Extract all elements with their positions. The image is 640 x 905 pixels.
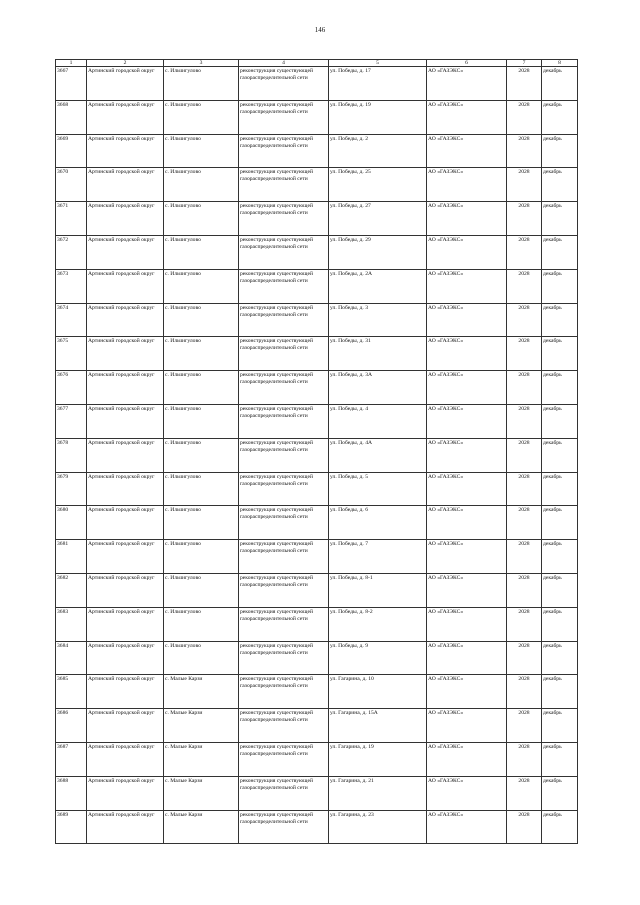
page-number: 146 bbox=[314, 26, 326, 34]
row-number-cell: 3686 bbox=[56, 709, 87, 743]
month-cell: декабрь bbox=[542, 168, 578, 202]
year-cell: 2028 bbox=[507, 506, 542, 540]
municipality-cell: Артинский городской округ bbox=[87, 134, 164, 168]
settlement-cell: с. Ильчигулово bbox=[164, 100, 239, 134]
settlement-cell: с. Ильчигулово bbox=[164, 607, 239, 641]
address-cell: ул. Победы, д. 17 bbox=[329, 67, 427, 101]
municipality-cell: Артинский городской округ bbox=[87, 235, 164, 269]
row-number-cell: 3678 bbox=[56, 438, 87, 472]
settlement-cell: с. Ильчигулово bbox=[164, 67, 239, 101]
organization-cell: АО «ГАЗЭКС» bbox=[427, 235, 507, 269]
row-number-cell: 3689 bbox=[56, 810, 87, 844]
work-type-cell: реконструкция существующей газораспределительной сети bbox=[239, 100, 329, 134]
month-cell: декабрь bbox=[542, 269, 578, 303]
row-number-cell: 3681 bbox=[56, 540, 87, 574]
municipality-cell: Артинский городской округ bbox=[87, 303, 164, 337]
table-row bbox=[56, 337, 578, 371]
year-cell: 2028 bbox=[507, 235, 542, 269]
work-type-cell: реконструкция существующей газораспределительной сети bbox=[239, 742, 329, 776]
settlement-cell: с. Ильчигулово bbox=[164, 472, 239, 506]
table-row bbox=[56, 540, 578, 574]
table-row bbox=[56, 168, 578, 202]
year-cell: 2028 bbox=[507, 303, 542, 337]
row-number-cell: 3682 bbox=[56, 573, 87, 607]
settlement-cell: с. Ильчигулово bbox=[164, 303, 239, 337]
address-cell: ул. Победы, д. 3 bbox=[329, 303, 427, 337]
work-type-cell: реконструкция существующей газораспределительной сети bbox=[239, 573, 329, 607]
municipality-cell: Артинский городской округ bbox=[87, 573, 164, 607]
municipality-cell: Артинский городской округ bbox=[87, 67, 164, 101]
address-cell: ул. Победы, д. 7 bbox=[329, 540, 427, 574]
work-type-cell: реконструкция существующей газораспределительной сети bbox=[239, 709, 329, 743]
work-type-cell: реконструкция существующей газораспределительной сети bbox=[239, 202, 329, 236]
municipality-cell: Артинский городской округ bbox=[87, 540, 164, 574]
municipality-cell: Артинский городской округ bbox=[87, 709, 164, 743]
table-header-row bbox=[56, 60, 578, 67]
municipality-cell: Артинский городской округ bbox=[87, 404, 164, 438]
year-cell: 2028 bbox=[507, 742, 542, 776]
month-cell: декабрь bbox=[542, 438, 578, 472]
row-number-cell: 3668 bbox=[56, 100, 87, 134]
column-header: 6 bbox=[427, 60, 507, 67]
municipality-cell: Артинский городской округ bbox=[87, 742, 164, 776]
organization-cell: АО «ГАЗЭКС» bbox=[427, 675, 507, 709]
municipality-cell: Артинский городской округ bbox=[87, 202, 164, 236]
row-number-cell: 3671 bbox=[56, 202, 87, 236]
year-cell: 2028 bbox=[507, 371, 542, 405]
address-cell: ул. Победы, д. 9 bbox=[329, 641, 427, 675]
year-cell: 2028 bbox=[507, 472, 542, 506]
year-cell: 2028 bbox=[507, 202, 542, 236]
year-cell: 2028 bbox=[507, 438, 542, 472]
table-row bbox=[56, 472, 578, 506]
settlement-cell: с. Ильчигулово bbox=[164, 540, 239, 574]
month-cell: декабрь bbox=[542, 202, 578, 236]
column-header: 1 bbox=[56, 60, 87, 67]
work-type-cell: реконструкция существующей газораспределительной сети bbox=[239, 776, 329, 810]
municipality-cell: Артинский городской округ bbox=[87, 438, 164, 472]
address-cell: ул. Гагарина, д. 10 bbox=[329, 675, 427, 709]
work-type-cell: реконструкция существующей газораспределительной сети bbox=[239, 607, 329, 641]
table-row bbox=[56, 506, 578, 540]
column-header: 4 bbox=[239, 60, 329, 67]
month-cell: декабрь bbox=[542, 337, 578, 371]
municipality-cell: Артинский городской округ bbox=[87, 269, 164, 303]
row-number-cell: 3667 bbox=[56, 67, 87, 101]
year-cell: 2028 bbox=[507, 540, 542, 574]
row-number-cell: 3687 bbox=[56, 742, 87, 776]
year-cell: 2028 bbox=[507, 67, 542, 101]
table-row bbox=[56, 404, 578, 438]
settlement-cell: с. Ильчигулово bbox=[164, 371, 239, 405]
settlement-cell: с. Ильчигулово bbox=[164, 168, 239, 202]
municipality-cell: Артинский городской округ bbox=[87, 506, 164, 540]
table-row bbox=[56, 67, 578, 101]
address-cell: ул. Победы, д. 3А bbox=[329, 371, 427, 405]
settlement-cell: с. Ильчигулово bbox=[164, 573, 239, 607]
settlement-cell: с. Малые Карзи bbox=[164, 709, 239, 743]
month-cell: декабрь bbox=[542, 810, 578, 844]
address-cell: ул. Гагарина, д. 19 bbox=[329, 742, 427, 776]
row-number-cell: 3672 bbox=[56, 235, 87, 269]
work-type-cell: реконструкция существующей газораспределительной сети bbox=[239, 506, 329, 540]
work-type-cell: реконструкция существующей газораспределительной сети bbox=[239, 675, 329, 709]
municipality-cell: Артинский городской округ bbox=[87, 675, 164, 709]
year-cell: 2028 bbox=[507, 607, 542, 641]
year-cell: 2028 bbox=[507, 709, 542, 743]
address-cell: ул. Победы, д. 8-2 bbox=[329, 607, 427, 641]
address-cell: ул. Победы, д. 4А bbox=[329, 438, 427, 472]
year-cell: 2028 bbox=[507, 810, 542, 844]
table-row bbox=[56, 438, 578, 472]
table-row bbox=[56, 100, 578, 134]
municipality-cell: Артинский городской округ bbox=[87, 371, 164, 405]
work-type-cell: реконструкция существующей газораспределительной сети bbox=[239, 303, 329, 337]
row-number-cell: 3680 bbox=[56, 506, 87, 540]
work-type-cell: реконструкция существующей газораспределительной сети bbox=[239, 235, 329, 269]
table-row bbox=[56, 709, 578, 743]
month-cell: декабрь bbox=[542, 776, 578, 810]
row-number-cell: 3675 bbox=[56, 337, 87, 371]
work-type-cell: реконструкция существующей газораспределительной сети bbox=[239, 337, 329, 371]
row-number-cell: 3676 bbox=[56, 371, 87, 405]
month-cell: декабрь bbox=[542, 67, 578, 101]
municipality-cell: Артинский городской округ bbox=[87, 337, 164, 371]
year-cell: 2028 bbox=[507, 404, 542, 438]
organization-cell: АО «ГАЗЭКС» bbox=[427, 134, 507, 168]
organization-cell: АО «ГАЗЭКС» bbox=[427, 709, 507, 743]
address-cell: ул. Победы, д. 31 bbox=[329, 337, 427, 371]
year-cell: 2028 bbox=[507, 573, 542, 607]
settlement-cell: с. Малые Карзи bbox=[164, 742, 239, 776]
address-cell: ул. Победы, д. 5 bbox=[329, 472, 427, 506]
municipality-cell: Артинский городской округ bbox=[87, 472, 164, 506]
work-type-cell: реконструкция существующей газораспределительной сети bbox=[239, 134, 329, 168]
register-table bbox=[55, 59, 578, 844]
municipality-cell: Артинский городской округ bbox=[87, 776, 164, 810]
month-cell: декабрь bbox=[542, 404, 578, 438]
table-row bbox=[56, 269, 578, 303]
month-cell: декабрь bbox=[542, 303, 578, 337]
row-number-cell: 3670 bbox=[56, 168, 87, 202]
year-cell: 2028 bbox=[507, 641, 542, 675]
row-number-cell: 3674 bbox=[56, 303, 87, 337]
year-cell: 2028 bbox=[507, 168, 542, 202]
settlement-cell: с. Ильчигулово bbox=[164, 337, 239, 371]
organization-cell: АО «ГАЗЭКС» bbox=[427, 776, 507, 810]
organization-cell: АО «ГАЗЭКС» bbox=[427, 168, 507, 202]
month-cell: декабрь bbox=[542, 573, 578, 607]
organization-cell: АО «ГАЗЭКС» bbox=[427, 67, 507, 101]
column-header: 3 bbox=[164, 60, 239, 67]
column-header: 5 bbox=[329, 60, 427, 67]
address-cell: ул. Победы, д. 2 bbox=[329, 134, 427, 168]
organization-cell: АО «ГАЗЭКС» bbox=[427, 540, 507, 574]
work-type-cell: реконструкция существующей газораспределительной сети bbox=[239, 269, 329, 303]
month-cell: декабрь bbox=[542, 472, 578, 506]
year-cell: 2028 bbox=[507, 675, 542, 709]
municipality-cell: Артинский городской округ bbox=[87, 641, 164, 675]
table-row bbox=[56, 235, 578, 269]
organization-cell: АО «ГАЗЭКС» bbox=[427, 607, 507, 641]
organization-cell: АО «ГАЗЭКС» bbox=[427, 269, 507, 303]
column-header: 2 bbox=[87, 60, 164, 67]
year-cell: 2028 bbox=[507, 100, 542, 134]
address-cell: ул. Гагарина, д. 23 bbox=[329, 810, 427, 844]
work-type-cell: реконструкция существующей газораспределительной сети bbox=[239, 540, 329, 574]
organization-cell: АО «ГАЗЭКС» bbox=[427, 742, 507, 776]
work-type-cell: реконструкция существующей газораспределительной сети bbox=[239, 472, 329, 506]
row-number-cell: 3679 bbox=[56, 472, 87, 506]
settlement-cell: с. Ильчигулово bbox=[164, 438, 239, 472]
table-row bbox=[56, 675, 578, 709]
work-type-cell: реконструкция существующей газораспределительной сети bbox=[239, 67, 329, 101]
table-row bbox=[56, 641, 578, 675]
table-row bbox=[56, 202, 578, 236]
settlement-cell: с. Малые Карзи bbox=[164, 776, 239, 810]
row-number-cell: 3684 bbox=[56, 641, 87, 675]
work-type-cell: реконструкция существующей газораспределительной сети bbox=[239, 438, 329, 472]
organization-cell: АО «ГАЗЭКС» bbox=[427, 641, 507, 675]
month-cell: декабрь bbox=[542, 675, 578, 709]
organization-cell: АО «ГАЗЭКС» bbox=[427, 438, 507, 472]
municipality-cell: Артинский городской округ bbox=[87, 168, 164, 202]
settlement-cell: с. Малые Карзи bbox=[164, 675, 239, 709]
municipality-cell: Артинский городской округ bbox=[87, 607, 164, 641]
work-type-cell: реконструкция существующей газораспределительной сети bbox=[239, 404, 329, 438]
table-row bbox=[56, 607, 578, 641]
row-number-cell: 3669 bbox=[56, 134, 87, 168]
row-number-cell: 3683 bbox=[56, 607, 87, 641]
year-cell: 2028 bbox=[507, 776, 542, 810]
organization-cell: АО «ГАЗЭКС» bbox=[427, 337, 507, 371]
address-cell: ул. Победы, д. 29 bbox=[329, 235, 427, 269]
row-number-cell: 3677 bbox=[56, 404, 87, 438]
address-cell: ул. Победы, д. 4 bbox=[329, 404, 427, 438]
table-row bbox=[56, 742, 578, 776]
table-row bbox=[56, 303, 578, 337]
settlement-cell: с. Ильчигулово bbox=[164, 202, 239, 236]
organization-cell: АО «ГАЗЭКС» bbox=[427, 810, 507, 844]
year-cell: 2028 bbox=[507, 134, 542, 168]
table-row bbox=[56, 810, 578, 844]
municipality-cell: Артинский городской округ bbox=[87, 100, 164, 134]
address-cell: ул. Гагарина, д. 21 bbox=[329, 776, 427, 810]
organization-cell: АО «ГАЗЭКС» bbox=[427, 472, 507, 506]
organization-cell: АО «ГАЗЭКС» bbox=[427, 506, 507, 540]
column-header: 8 bbox=[542, 60, 578, 67]
work-type-cell: реконструкция существующей газораспределительной сети bbox=[239, 810, 329, 844]
month-cell: декабрь bbox=[542, 235, 578, 269]
month-cell: декабрь bbox=[542, 607, 578, 641]
work-type-cell: реконструкция существующей газораспределительной сети bbox=[239, 641, 329, 675]
settlement-cell: с. Ильчигулово bbox=[164, 134, 239, 168]
organization-cell: АО «ГАЗЭКС» bbox=[427, 371, 507, 405]
address-cell: ул. Гагарина, д. 15А bbox=[329, 709, 427, 743]
column-header: 7 bbox=[507, 60, 542, 67]
address-cell: ул. Победы, д. 2А bbox=[329, 269, 427, 303]
month-cell: декабрь bbox=[542, 540, 578, 574]
row-number-cell: 3685 bbox=[56, 675, 87, 709]
settlement-cell: с. Ильчигулово bbox=[164, 235, 239, 269]
settlement-cell: с. Малые Карзи bbox=[164, 810, 239, 844]
year-cell: 2028 bbox=[507, 269, 542, 303]
organization-cell: АО «ГАЗЭКС» bbox=[427, 100, 507, 134]
month-cell: декабрь bbox=[542, 134, 578, 168]
table-row bbox=[56, 371, 578, 405]
settlement-cell: с. Ильчигулово bbox=[164, 641, 239, 675]
organization-cell: АО «ГАЗЭКС» bbox=[427, 202, 507, 236]
month-cell: декабрь bbox=[542, 641, 578, 675]
work-type-cell: реконструкция существующей газораспределительной сети bbox=[239, 371, 329, 405]
month-cell: декабрь bbox=[542, 742, 578, 776]
work-type-cell: реконструкция существующей газораспределительной сети bbox=[239, 168, 329, 202]
address-cell: ул. Победы, д. 19 bbox=[329, 100, 427, 134]
table-row bbox=[56, 134, 578, 168]
settlement-cell: с. Ильчигулово bbox=[164, 269, 239, 303]
address-cell: ул. Победы, д. 6 bbox=[329, 506, 427, 540]
month-cell: декабрь bbox=[542, 506, 578, 540]
organization-cell: АО «ГАЗЭКС» bbox=[427, 573, 507, 607]
year-cell: 2028 bbox=[507, 337, 542, 371]
table-row bbox=[56, 573, 578, 607]
month-cell: декабрь bbox=[542, 371, 578, 405]
settlement-cell: с. Ильчигулово bbox=[164, 404, 239, 438]
row-number-cell: 3688 bbox=[56, 776, 87, 810]
organization-cell: АО «ГАЗЭКС» bbox=[427, 303, 507, 337]
table-row bbox=[56, 776, 578, 810]
organization-cell: АО «ГАЗЭКС» bbox=[427, 404, 507, 438]
month-cell: декабрь bbox=[542, 709, 578, 743]
municipality-cell: Артинский городской округ bbox=[87, 810, 164, 844]
address-cell: ул. Победы, д. 27 bbox=[329, 202, 427, 236]
settlement-cell: с. Ильчигулово bbox=[164, 506, 239, 540]
address-cell: ул. Победы, д. 25 bbox=[329, 168, 427, 202]
address-cell: ул. Победы, д. 8-1 bbox=[329, 573, 427, 607]
row-number-cell: 3673 bbox=[56, 269, 87, 303]
month-cell: декабрь bbox=[542, 100, 578, 134]
